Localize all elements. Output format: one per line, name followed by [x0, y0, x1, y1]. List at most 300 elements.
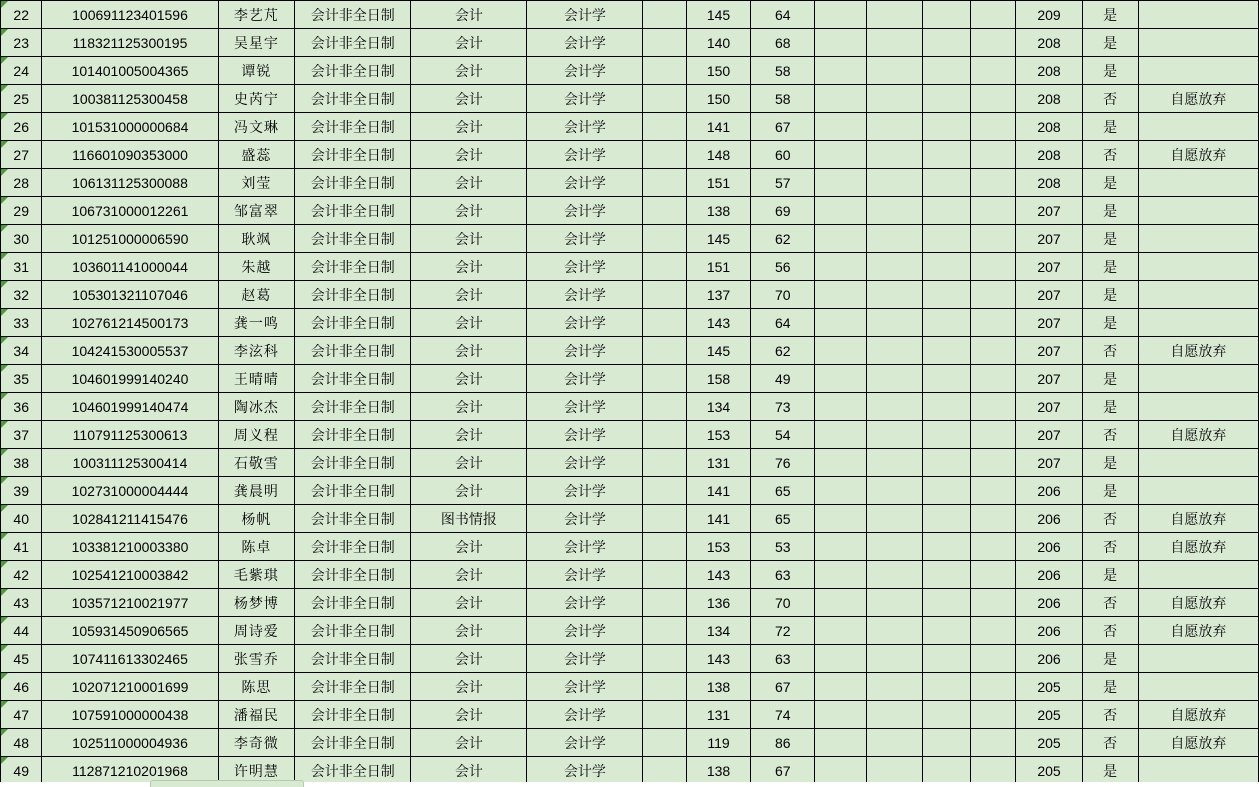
cell-blank4[interactable]: [923, 421, 971, 449]
table-row[interactable]: [1, 393, 1259, 421]
cell-major_applied[interactable]: 会计: [411, 533, 527, 561]
cell-name[interactable]: 谭锐: [218, 57, 295, 85]
cell-score2[interactable]: 74: [751, 701, 815, 729]
cell-admitted[interactable]: 是: [1082, 29, 1138, 57]
cell-index[interactable]: 39: [1, 477, 42, 505]
cell-study_mode[interactable]: 会计非全日制: [295, 645, 411, 673]
cell-exam_no[interactable]: 101531000000684: [42, 113, 218, 141]
cell-name[interactable]: 盛蕊: [218, 141, 295, 169]
cell-admitted[interactable]: 是: [1082, 645, 1138, 673]
cell-index[interactable]: 29: [1, 197, 42, 225]
cell-total[interactable]: 207: [1016, 449, 1082, 477]
cell-major_applied[interactable]: 会计: [411, 337, 527, 365]
cell-total[interactable]: 205: [1016, 757, 1082, 785]
cell-index[interactable]: 45: [1, 645, 42, 673]
cell-score2[interactable]: 73: [751, 393, 815, 421]
cell-exam_no[interactable]: 112871210201968: [42, 757, 218, 785]
cell-admitted[interactable]: 否: [1082, 729, 1138, 757]
cell-score1[interactable]: 140: [686, 29, 750, 57]
cell-admitted[interactable]: 是: [1082, 561, 1138, 589]
cell-blank5[interactable]: [970, 1, 1016, 29]
cell-study_mode[interactable]: 会计非全日制: [295, 281, 411, 309]
cell-exam_no[interactable]: 102541210003842: [42, 561, 218, 589]
cell-total[interactable]: 206: [1016, 533, 1082, 561]
cell-total[interactable]: 207: [1016, 309, 1082, 337]
cell-index[interactable]: 47: [1, 701, 42, 729]
cell-blank3[interactable]: [867, 197, 923, 225]
cell-major_applied[interactable]: 会计: [411, 29, 527, 57]
cell-blank2[interactable]: [815, 645, 867, 673]
table-row[interactable]: [1, 701, 1259, 729]
table-row[interactable]: [1, 365, 1259, 393]
cell-blank4[interactable]: [923, 533, 971, 561]
cell-admitted[interactable]: 是: [1082, 477, 1138, 505]
cell-score1[interactable]: 153: [686, 533, 750, 561]
cell-blank3[interactable]: [867, 421, 923, 449]
cell-blank4[interactable]: [923, 1, 971, 29]
cell-note[interactable]: [1138, 365, 1258, 393]
cell-study_mode[interactable]: 会计非全日制: [295, 533, 411, 561]
cell-blank5[interactable]: [970, 57, 1016, 85]
cell-blank2[interactable]: [815, 141, 867, 169]
cell-total[interactable]: 206: [1016, 477, 1082, 505]
cell-score2[interactable]: 67: [751, 673, 815, 701]
cell-study_mode[interactable]: 会计非全日制: [295, 29, 411, 57]
cell-blank1[interactable]: [643, 29, 687, 57]
cell-blank1[interactable]: [643, 589, 687, 617]
cell-blank4[interactable]: [923, 225, 971, 253]
cell-index[interactable]: 37: [1, 421, 42, 449]
cell-note[interactable]: [1138, 253, 1258, 281]
cell-note[interactable]: [1138, 281, 1258, 309]
cell-blank4[interactable]: [923, 113, 971, 141]
cell-blank5[interactable]: [970, 113, 1016, 141]
cell-blank1[interactable]: [643, 225, 687, 253]
cell-score1[interactable]: 145: [686, 337, 750, 365]
cell-name[interactable]: 周义程: [218, 421, 295, 449]
cell-blank5[interactable]: [970, 617, 1016, 645]
cell-blank2[interactable]: [815, 253, 867, 281]
cell-blank1[interactable]: [643, 1, 687, 29]
cell-admitted[interactable]: 否: [1082, 589, 1138, 617]
cell-major_applied[interactable]: 会计: [411, 225, 527, 253]
cell-blank5[interactable]: [970, 505, 1016, 533]
cell-admitted[interactable]: 是: [1082, 1, 1138, 29]
cell-major_applied[interactable]: 会计: [411, 421, 527, 449]
cell-blank3[interactable]: [867, 29, 923, 57]
cell-exam_no[interactable]: 102841211415476: [42, 505, 218, 533]
cell-score1[interactable]: 131: [686, 449, 750, 477]
cell-name[interactable]: 邹富翠: [218, 197, 295, 225]
cell-blank2[interactable]: [815, 757, 867, 785]
cell-blank4[interactable]: [923, 645, 971, 673]
cell-name[interactable]: 耿飒: [218, 225, 295, 253]
cell-blank2[interactable]: [815, 281, 867, 309]
cell-score2[interactable]: 64: [751, 309, 815, 337]
cell-admitted[interactable]: 否: [1082, 85, 1138, 113]
cell-major_program[interactable]: 会计学: [527, 57, 643, 85]
cell-admitted[interactable]: 否: [1082, 337, 1138, 365]
cell-admitted[interactable]: 是: [1082, 393, 1138, 421]
cell-major_program[interactable]: 会计学: [527, 85, 643, 113]
cell-note[interactable]: 自愿放弃: [1138, 533, 1258, 561]
cell-major_program[interactable]: 会计学: [527, 561, 643, 589]
cell-exam_no[interactable]: 101251000006590: [42, 225, 218, 253]
cell-study_mode[interactable]: 会计非全日制: [295, 113, 411, 141]
cell-blank1[interactable]: [643, 337, 687, 365]
cell-blank1[interactable]: [643, 169, 687, 197]
cell-blank3[interactable]: [867, 561, 923, 589]
cell-major_program[interactable]: 会计学: [527, 673, 643, 701]
cell-blank3[interactable]: [867, 729, 923, 757]
cell-name[interactable]: 冯文琳: [218, 113, 295, 141]
cell-major_applied[interactable]: 会计: [411, 757, 527, 785]
cell-blank1[interactable]: [643, 253, 687, 281]
cell-score2[interactable]: 65: [751, 477, 815, 505]
cell-blank1[interactable]: [643, 141, 687, 169]
cell-score2[interactable]: 60: [751, 141, 815, 169]
cell-study_mode[interactable]: 会计非全日制: [295, 673, 411, 701]
cell-total[interactable]: 207: [1016, 197, 1082, 225]
cell-blank5[interactable]: [970, 673, 1016, 701]
cell-exam_no[interactable]: 107411613302465: [42, 645, 218, 673]
cell-blank5[interactable]: [970, 561, 1016, 589]
cell-name[interactable]: 许明慧: [218, 757, 295, 785]
cell-major_program[interactable]: 会计学: [527, 1, 643, 29]
cell-score2[interactable]: 49: [751, 365, 815, 393]
cell-blank2[interactable]: [815, 309, 867, 337]
cell-exam_no[interactable]: 104241530005537: [42, 337, 218, 365]
cell-blank1[interactable]: [643, 281, 687, 309]
cell-study_mode[interactable]: 会计非全日制: [295, 421, 411, 449]
cell-score2[interactable]: 86: [751, 729, 815, 757]
cell-blank2[interactable]: [815, 477, 867, 505]
cell-admitted[interactable]: 是: [1082, 365, 1138, 393]
cell-index[interactable]: 31: [1, 253, 42, 281]
cell-study_mode[interactable]: 会计非全日制: [295, 365, 411, 393]
cell-blank2[interactable]: [815, 1, 867, 29]
cell-major_applied[interactable]: 会计: [411, 113, 527, 141]
cell-admitted[interactable]: 是: [1082, 309, 1138, 337]
table-row[interactable]: [1, 169, 1259, 197]
cell-major_program[interactable]: 会计学: [527, 505, 643, 533]
cell-score1[interactable]: 141: [686, 113, 750, 141]
cell-index[interactable]: 27: [1, 141, 42, 169]
cell-major_program[interactable]: 会计学: [527, 477, 643, 505]
cell-blank2[interactable]: [815, 197, 867, 225]
cell-blank1[interactable]: [643, 365, 687, 393]
cell-total[interactable]: 207: [1016, 253, 1082, 281]
cell-index[interactable]: 26: [1, 113, 42, 141]
cell-name[interactable]: 石敬雪: [218, 449, 295, 477]
cell-major_program[interactable]: 会计学: [527, 141, 643, 169]
table-row[interactable]: [1, 449, 1259, 477]
cell-note[interactable]: [1138, 1, 1258, 29]
cell-blank3[interactable]: [867, 253, 923, 281]
cell-total[interactable]: 207: [1016, 281, 1082, 309]
table-row[interactable]: [1, 29, 1259, 57]
cell-total[interactable]: 206: [1016, 505, 1082, 533]
cell-exam_no[interactable]: 105301321107046: [42, 281, 218, 309]
cell-score1[interactable]: 119: [686, 729, 750, 757]
cell-index[interactable]: 38: [1, 449, 42, 477]
cell-study_mode[interactable]: 会计非全日制: [295, 197, 411, 225]
cell-exam_no[interactable]: 104601999140474: [42, 393, 218, 421]
cell-note[interactable]: 自愿放弃: [1138, 421, 1258, 449]
cell-blank2[interactable]: [815, 29, 867, 57]
cell-blank5[interactable]: [970, 421, 1016, 449]
cell-exam_no[interactable]: 105931450906565: [42, 617, 218, 645]
cell-blank2[interactable]: [815, 589, 867, 617]
cell-name[interactable]: 李泫科: [218, 337, 295, 365]
cell-index[interactable]: 44: [1, 617, 42, 645]
cell-major_program[interactable]: 会计学: [527, 365, 643, 393]
cell-blank5[interactable]: [970, 29, 1016, 57]
cell-blank4[interactable]: [923, 477, 971, 505]
cell-score2[interactable]: 56: [751, 253, 815, 281]
cell-blank3[interactable]: [867, 57, 923, 85]
cell-admitted[interactable]: 否: [1082, 421, 1138, 449]
cell-major_program[interactable]: 会计学: [527, 421, 643, 449]
cell-score1[interactable]: 141: [686, 477, 750, 505]
cell-major_program[interactable]: 会计学: [527, 729, 643, 757]
cell-total[interactable]: 209: [1016, 1, 1082, 29]
cell-index[interactable]: 42: [1, 561, 42, 589]
cell-score2[interactable]: 69: [751, 197, 815, 225]
cell-major_program[interactable]: 会计学: [527, 701, 643, 729]
cell-score2[interactable]: 53: [751, 533, 815, 561]
cell-index[interactable]: 46: [1, 673, 42, 701]
cell-score1[interactable]: 141: [686, 505, 750, 533]
cell-major_applied[interactable]: 会计: [411, 617, 527, 645]
cell-exam_no[interactable]: 100691123401596: [42, 1, 218, 29]
cell-study_mode[interactable]: 会计非全日制: [295, 141, 411, 169]
cell-major_program[interactable]: 会计学: [527, 169, 643, 197]
cell-admitted[interactable]: 是: [1082, 253, 1138, 281]
cell-note[interactable]: 自愿放弃: [1138, 337, 1258, 365]
table-row[interactable]: [1, 281, 1259, 309]
cell-score1[interactable]: 151: [686, 253, 750, 281]
cell-blank4[interactable]: [923, 29, 971, 57]
table-row[interactable]: [1, 225, 1259, 253]
table-row[interactable]: [1, 57, 1259, 85]
cell-total[interactable]: 207: [1016, 421, 1082, 449]
table-row[interactable]: [1, 645, 1259, 673]
cell-major_applied[interactable]: 会计: [411, 1, 527, 29]
cell-total[interactable]: 206: [1016, 645, 1082, 673]
cell-blank1[interactable]: [643, 57, 687, 85]
cell-name[interactable]: 李奇微: [218, 729, 295, 757]
cell-blank1[interactable]: [643, 561, 687, 589]
cell-note[interactable]: [1138, 673, 1258, 701]
cell-total[interactable]: 207: [1016, 225, 1082, 253]
cell-total[interactable]: 207: [1016, 365, 1082, 393]
cell-total[interactable]: 208: [1016, 29, 1082, 57]
cell-major_applied[interactable]: 会计: [411, 141, 527, 169]
cell-study_mode[interactable]: 会计非全日制: [295, 477, 411, 505]
cell-study_mode[interactable]: 会计非全日制: [295, 617, 411, 645]
cell-name[interactable]: 赵葛: [218, 281, 295, 309]
cell-blank4[interactable]: [923, 281, 971, 309]
cell-major_applied[interactable]: 会计: [411, 449, 527, 477]
cell-total[interactable]: 205: [1016, 701, 1082, 729]
cell-exam_no[interactable]: 100381125300458: [42, 85, 218, 113]
cell-blank3[interactable]: [867, 449, 923, 477]
cell-name[interactable]: 吴星宇: [218, 29, 295, 57]
cell-note[interactable]: [1138, 309, 1258, 337]
cell-index[interactable]: 32: [1, 281, 42, 309]
cell-note[interactable]: [1138, 561, 1258, 589]
cell-index[interactable]: 40: [1, 505, 42, 533]
cell-exam_no[interactable]: 102511000004936: [42, 729, 218, 757]
cell-blank4[interactable]: [923, 505, 971, 533]
cell-blank1[interactable]: [643, 477, 687, 505]
cell-total[interactable]: 208: [1016, 57, 1082, 85]
cell-study_mode[interactable]: 会计非全日制: [295, 393, 411, 421]
cell-study_mode[interactable]: 会计非全日制: [295, 757, 411, 785]
cell-blank4[interactable]: [923, 309, 971, 337]
table-row[interactable]: [1, 617, 1259, 645]
cell-score1[interactable]: 138: [686, 197, 750, 225]
cell-major_applied[interactable]: 会计: [411, 393, 527, 421]
cell-score2[interactable]: 62: [751, 337, 815, 365]
cell-index[interactable]: 36: [1, 393, 42, 421]
cell-exam_no[interactable]: 104601999140240: [42, 365, 218, 393]
cell-index[interactable]: 33: [1, 309, 42, 337]
cell-blank1[interactable]: [643, 85, 687, 113]
cell-blank3[interactable]: [867, 393, 923, 421]
cell-blank5[interactable]: [970, 197, 1016, 225]
cell-blank4[interactable]: [923, 617, 971, 645]
cell-total[interactable]: 208: [1016, 169, 1082, 197]
cell-blank5[interactable]: [970, 225, 1016, 253]
cell-study_mode[interactable]: 会计非全日制: [295, 225, 411, 253]
table-row[interactable]: [1, 141, 1259, 169]
cell-name[interactable]: 毛紫琪: [218, 561, 295, 589]
cell-admitted[interactable]: 是: [1082, 757, 1138, 785]
cell-exam_no[interactable]: 118321125300195: [42, 29, 218, 57]
cell-major_applied[interactable]: 会计: [411, 85, 527, 113]
cell-name[interactable]: 李艺芃: [218, 1, 295, 29]
cell-blank2[interactable]: [815, 449, 867, 477]
cell-major_applied[interactable]: 会计: [411, 673, 527, 701]
cell-score1[interactable]: 136: [686, 589, 750, 617]
cell-blank2[interactable]: [815, 505, 867, 533]
cell-index[interactable]: 22: [1, 1, 42, 29]
cell-major_program[interactable]: 会计学: [527, 337, 643, 365]
cell-study_mode[interactable]: 会计非全日制: [295, 337, 411, 365]
cell-blank3[interactable]: [867, 701, 923, 729]
cell-major_applied[interactable]: 会计: [411, 169, 527, 197]
cell-major_program[interactable]: 会计学: [527, 281, 643, 309]
cell-name[interactable]: 刘莹: [218, 169, 295, 197]
cell-blank4[interactable]: [923, 757, 971, 785]
cell-major_applied[interactable]: 图书情报: [411, 505, 527, 533]
cell-blank4[interactable]: [923, 337, 971, 365]
cell-blank4[interactable]: [923, 141, 971, 169]
cell-blank4[interactable]: [923, 365, 971, 393]
cell-score1[interactable]: 143: [686, 309, 750, 337]
cell-major_program[interactable]: 会计学: [527, 589, 643, 617]
cell-blank4[interactable]: [923, 449, 971, 477]
cell-name[interactable]: 龚晨明: [218, 477, 295, 505]
cell-blank4[interactable]: [923, 589, 971, 617]
cell-blank1[interactable]: [643, 393, 687, 421]
cell-blank1[interactable]: [643, 729, 687, 757]
cell-study_mode[interactable]: 会计非全日制: [295, 729, 411, 757]
cell-total[interactable]: 207: [1016, 393, 1082, 421]
table-row[interactable]: [1, 477, 1259, 505]
cell-major_applied[interactable]: 会计: [411, 197, 527, 225]
cell-blank2[interactable]: [815, 337, 867, 365]
cell-blank5[interactable]: [970, 169, 1016, 197]
cell-name[interactable]: 张雪乔: [218, 645, 295, 673]
cell-major_program[interactable]: 会计学: [527, 197, 643, 225]
cell-total[interactable]: 207: [1016, 337, 1082, 365]
cell-blank5[interactable]: [970, 533, 1016, 561]
cell-blank3[interactable]: [867, 309, 923, 337]
cell-blank3[interactable]: [867, 589, 923, 617]
cell-blank2[interactable]: [815, 533, 867, 561]
cell-exam_no[interactable]: 101401005004365: [42, 57, 218, 85]
cell-index[interactable]: 41: [1, 533, 42, 561]
cell-blank5[interactable]: [970, 253, 1016, 281]
cell-blank4[interactable]: [923, 169, 971, 197]
table-row[interactable]: [1, 309, 1259, 337]
cell-blank4[interactable]: [923, 393, 971, 421]
cell-score2[interactable]: 58: [751, 85, 815, 113]
cell-blank4[interactable]: [923, 85, 971, 113]
cell-score2[interactable]: 54: [751, 421, 815, 449]
cell-score2[interactable]: 70: [751, 589, 815, 617]
cell-admitted[interactable]: 否: [1082, 533, 1138, 561]
cell-exam_no[interactable]: 103601141000044: [42, 253, 218, 281]
cell-major_applied[interactable]: 会计: [411, 309, 527, 337]
cell-score2[interactable]: 62: [751, 225, 815, 253]
cell-score2[interactable]: 76: [751, 449, 815, 477]
cell-major_program[interactable]: 会计学: [527, 533, 643, 561]
cell-admitted[interactable]: 否: [1082, 141, 1138, 169]
table-row[interactable]: [1, 253, 1259, 281]
cell-note[interactable]: 自愿放弃: [1138, 729, 1258, 757]
cell-blank5[interactable]: [970, 393, 1016, 421]
cell-score2[interactable]: 63: [751, 561, 815, 589]
cell-exam_no[interactable]: 107591000000438: [42, 701, 218, 729]
cell-admitted[interactable]: 是: [1082, 281, 1138, 309]
cell-index[interactable]: 30: [1, 225, 42, 253]
cell-major_applied[interactable]: 会计: [411, 561, 527, 589]
cell-score1[interactable]: 143: [686, 645, 750, 673]
cell-blank3[interactable]: [867, 141, 923, 169]
cell-exam_no[interactable]: 102761214500173: [42, 309, 218, 337]
cell-blank5[interactable]: [970, 309, 1016, 337]
cell-blank3[interactable]: [867, 505, 923, 533]
cell-major_program[interactable]: 会计学: [527, 309, 643, 337]
cell-study_mode[interactable]: 会计非全日制: [295, 309, 411, 337]
cell-name[interactable]: 周诗爱: [218, 617, 295, 645]
cell-exam_no[interactable]: 103571210021977: [42, 589, 218, 617]
cell-index[interactable]: 43: [1, 589, 42, 617]
cell-study_mode[interactable]: 会计非全日制: [295, 253, 411, 281]
table-row[interactable]: [1, 505, 1259, 533]
cell-score2[interactable]: 63: [751, 645, 815, 673]
cell-admitted[interactable]: 是: [1082, 57, 1138, 85]
cell-name[interactable]: 陶冰杰: [218, 393, 295, 421]
cell-admitted[interactable]: 是: [1082, 169, 1138, 197]
cell-score1[interactable]: 145: [686, 1, 750, 29]
cell-blank1[interactable]: [643, 673, 687, 701]
cell-name[interactable]: 陈卓: [218, 533, 295, 561]
